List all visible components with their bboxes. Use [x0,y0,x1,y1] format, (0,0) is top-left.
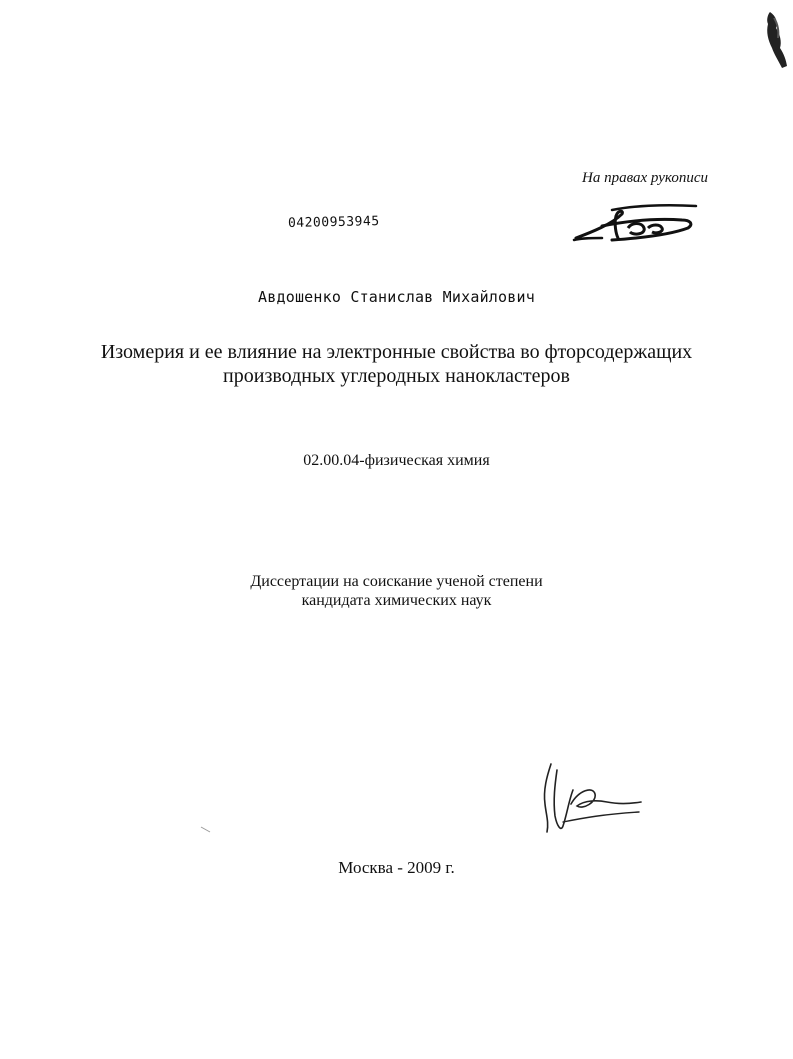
serial-number: 04200953945 [287,214,380,231]
degree-line-2: кандидата химических наук [301,592,492,609]
dissertation-title [60,340,733,388]
specialty-code: 02.00.04-физическая химия [303,452,490,469]
title-line-2: производных углеродных нанокластеров [223,365,570,387]
author-name: Авдошенко Станислав Михайлович [258,288,535,306]
city-year: Москва - 2009 г. [338,858,455,877]
stray-mark-icon [200,826,212,834]
scan-artifact-icon [760,8,790,70]
rights-note: На правах рукописи [582,170,708,186]
degree-line-1: Диссертации на соискание ученой степени [250,573,543,590]
title-line-1: Изомерия и ее влияние на электронные свойства во фторсодержащих [100,341,693,363]
signature-top-icon [572,198,702,244]
signature-bottom-icon [533,760,645,840]
degree-statement [0,572,793,610]
